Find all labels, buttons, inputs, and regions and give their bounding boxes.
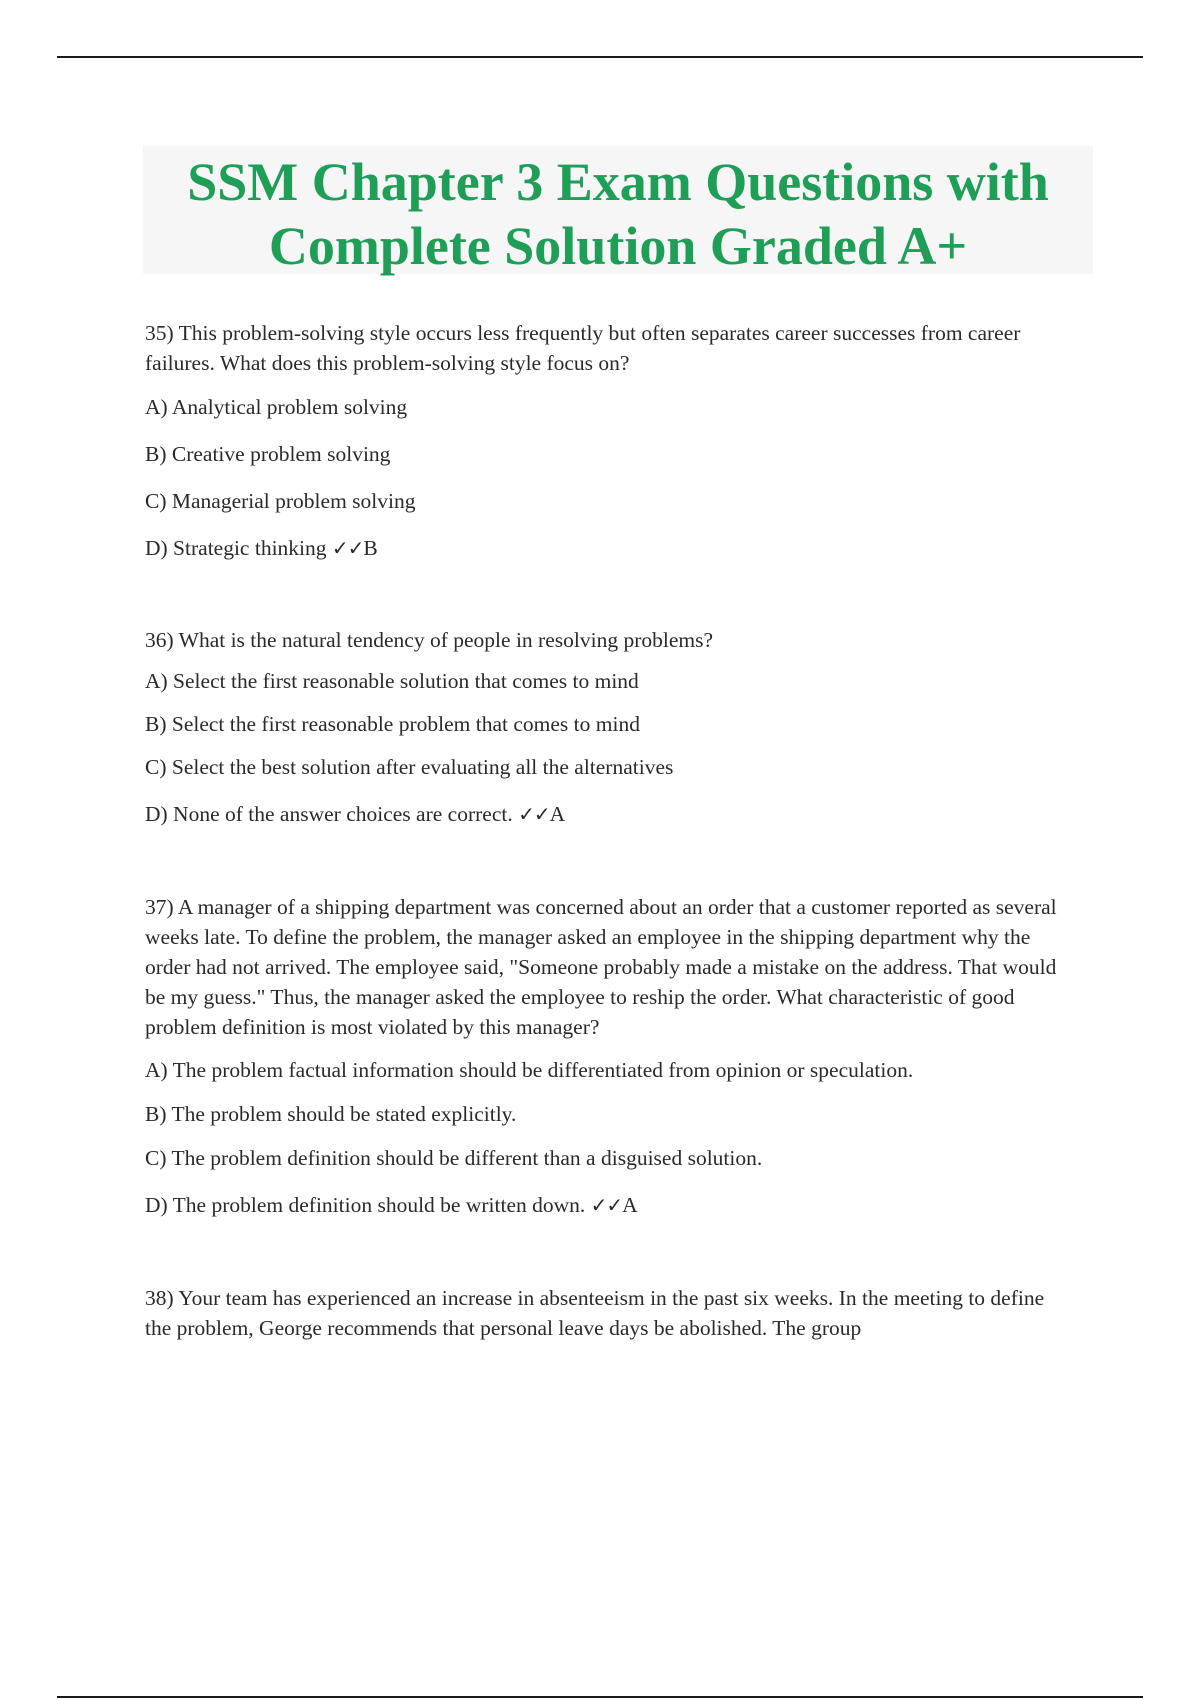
option-c: C) Managerial problem solving (145, 489, 416, 513)
question-text: 37) A manager of a shipping department was concerned about an order that a customer reported as several weeks late. To define the problem, the manager asked an employee in the shipping department why the order had not arrived. The employee said, "Someone probably made a mistake on the address. That would be my guess." Thus, the manager asked the employee to reship the order. What characteristic of good problem definition is most violated by this manager? (145, 895, 1057, 1039)
answer-letter: A (549, 802, 566, 826)
option-c: C) Select the best solution after evaluating all the alternatives (145, 755, 674, 779)
answer-letter: B (363, 536, 378, 560)
question-38 (145, 1283, 1075, 1343)
document-body (145, 318, 1075, 1343)
option-a: A) The problem factual information should be differentiated from opinion or speculation. (145, 1058, 914, 1082)
question-37 (145, 892, 1075, 1220)
option-a: A) Analytical problem solving (145, 395, 408, 419)
question-text: 36) What is the natural tendency of people in resolving problems? (145, 628, 713, 652)
checkmark-icon: ✓✓ (590, 1193, 623, 1217)
question-text: 38) Your team has experienced an increase in absenteeism in the past six weeks. In the meeting to define the problem, George recommends that personal leave days be abolished. The group (145, 1286, 1045, 1340)
top-rule (57, 56, 1143, 58)
option-b: B) The problem should be stated explicitly. (145, 1102, 517, 1126)
title-box (143, 146, 1093, 274)
option-d (145, 533, 1075, 563)
answer-letter: A (622, 1193, 638, 1217)
question-text: 35) This problem-solving style occurs less frequently but often separates career successes from career failures. What does this problem-solving style focus on? (145, 321, 1021, 375)
document-title: SSM Chapter 3 Exam Questions with Complete Solution Graded A+ (187, 152, 1049, 276)
option-d-text: D) The problem definition should be written down. (145, 1193, 586, 1217)
option-d (145, 1190, 1075, 1220)
question-35 (145, 318, 1075, 563)
option-b: B) Select the first reasonable problem that comes to mind (145, 712, 640, 736)
checkmark-icon: ✓✓ (331, 536, 364, 560)
option-d (145, 799, 1075, 829)
option-d-text: D) Strategic thinking (145, 536, 327, 560)
option-a: A) Select the first reasonable solution that comes to mind (145, 669, 639, 693)
option-c: C) The problem definition should be different than a disguised solution. (145, 1146, 763, 1170)
question-36 (145, 625, 1075, 829)
option-b: B) Creative problem solving (145, 442, 391, 466)
bottom-rule (57, 1696, 1143, 1698)
option-d-text: D) None of the answer choices are correct. (145, 802, 513, 826)
checkmark-icon: ✓✓ (518, 802, 550, 826)
